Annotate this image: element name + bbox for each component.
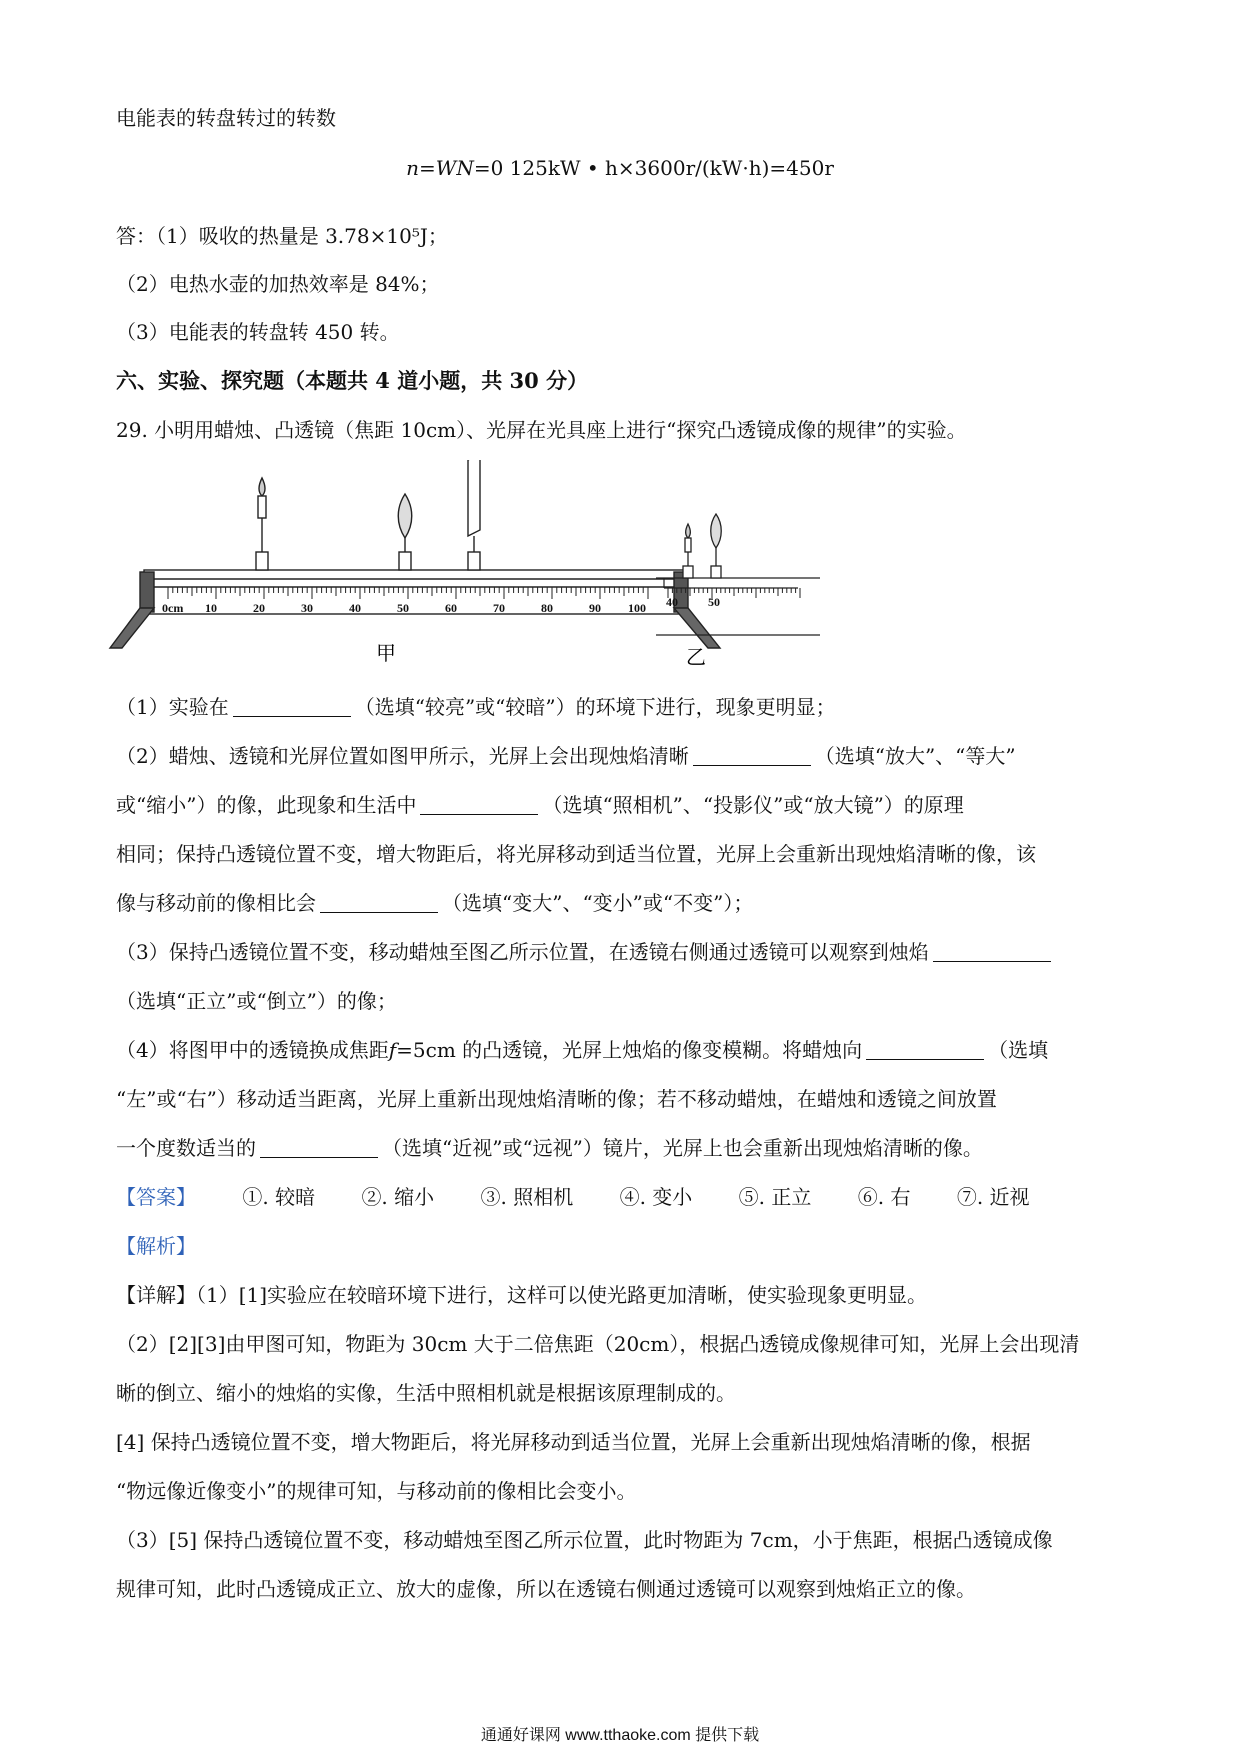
tick-label: 40 [349, 601, 361, 615]
analysis-line: （2）[2][3]由甲图可知，物距为 30cm 大于二倍焦距（20cm），根据凸透镜成像规律可知，光屏上会出现清 [116, 1332, 1080, 1356]
screen-a [468, 460, 480, 570]
answer-label: 【答案】 [116, 1185, 196, 1209]
tick-label: 10 [205, 601, 217, 615]
tick-label: 0cm [162, 601, 184, 615]
answer-blank[interactable] [233, 696, 351, 717]
text: 像与移动前的像相比会 [116, 891, 316, 915]
formula-eq: = [419, 156, 436, 180]
lens-a [398, 494, 412, 570]
answer-item: ⑤. 正立 [738, 1185, 812, 1209]
answer-item: ④. 变小 [619, 1185, 693, 1209]
analysis-line: 【详解】（1）[1]实验应在较暗环境下进行，这样可以使光路更加清晰，使实验现象更明显。 [116, 1283, 928, 1307]
answer-blank[interactable] [933, 941, 1051, 962]
analysis-line: （3）[5] 保持凸透镜位置不变，移动蜡烛至图乙所示位置，此时物距为 7cm，小于焦距，根据凸透镜成像 [116, 1528, 1053, 1552]
optical-bench-figure [108, 460, 838, 680]
analysis-line: 规律可知，此时凸透镜成正立、放大的虚像，所以在透镜右侧通过透镜可以观察到烛焰正立的像。 [116, 1577, 976, 1601]
analysis-label: 【解析】 [116, 1234, 196, 1258]
analysis-line: [4] 保持凸透镜位置不变，增大物距后，将光屏移动到适当位置，光屏上会重新出现烛焰清晰的像，根据 [116, 1430, 1031, 1454]
formula-n: n [406, 156, 419, 180]
answer-row [116, 1183, 1030, 1211]
text: （选填“照相机”、“投影仪”或“放大镜”）的原理 [542, 793, 964, 817]
tick-label: 80 [541, 601, 553, 615]
answer-blank[interactable] [693, 745, 811, 766]
q-part-3a [116, 938, 1055, 966]
q-part-4b: “左”或“右”）移动适当距离，光屏上重新出现烛焰清晰的像；若不移动蜡烛，在蜡烛和透镜之间放置 [116, 1087, 997, 1111]
candle-b [683, 524, 693, 578]
tick-label: 30 [301, 601, 313, 615]
answer-item: ⑥. 右 [857, 1185, 911, 1209]
text: （选填“变大”、“变小”或“不变”）； [442, 891, 754, 915]
text: （选填“较亮”或“较暗”）的环境下进行，现象更明显； [354, 695, 836, 719]
q-part-4a [116, 1036, 1048, 1064]
text: （3）保持凸透镜位置不变，移动蜡烛至图乙所示位置，在透镜右侧通过透镜可以观察到烛焰 [116, 940, 929, 964]
tick-label: 70 [493, 601, 505, 615]
answer-item: ③. 照相机 [480, 1185, 574, 1209]
formula-line [0, 154, 1240, 182]
tick-label: 60 [445, 601, 457, 615]
text: （选填“近视”或“远视”）镜片，光屏上也会重新出现烛焰清晰的像。 [382, 1136, 983, 1160]
answer-blank[interactable] [866, 1039, 984, 1060]
lens-b [711, 514, 722, 578]
q-part-2d [116, 889, 753, 917]
analysis-line: 晰的倒立、缩小的烛焰的实像，生活中照相机就是根据该原理制成的。 [116, 1381, 736, 1405]
tick-label: 50 [397, 601, 409, 615]
tick-label: 20 [253, 601, 265, 615]
text: =5cm 的凸透镜，光屏上烛焰的像变模糊。将蜡烛向 [396, 1038, 863, 1062]
q-part-2b [116, 791, 964, 819]
text: （选填“放大”、“等大” [814, 744, 1016, 768]
answer-item: ①. 较暗 [242, 1185, 316, 1209]
text: 一个度数适当的 [116, 1136, 256, 1160]
answer-line-3: （3）电能表的转盘转 450 转。 [116, 320, 400, 344]
answer-blank[interactable] [420, 794, 538, 815]
q-part-1 [116, 693, 836, 721]
text: （1）实验在 [116, 695, 229, 719]
text: （选填 [988, 1038, 1049, 1062]
candle-a [256, 478, 268, 570]
analysis-line: “物远像近像变小”的规律可知，与移动前的像相比会变小。 [116, 1479, 637, 1503]
question-stem: 29. 小明用蜡烛、凸透镜（焦距 10cm）、光屏在光具座上进行“探究凸透镜成像的规律”的实验。 [116, 418, 967, 442]
answer-item: ②. 缩小 [361, 1185, 435, 1209]
tick-label: 40 [666, 595, 678, 609]
formula-rest: =0 125kW • h×3600r/(kW·h)=450r [473, 156, 834, 180]
answer-blank[interactable] [260, 1137, 378, 1158]
tick-label: 100 [628, 601, 646, 615]
page-footer: 通通好课网 www.tthaoke.com 提供下载 [480, 1727, 760, 1744]
text: 或“缩小”）的像，此现象和生活中 [116, 793, 417, 817]
figure-label-b: 乙 [686, 645, 706, 669]
text: （2）蜡烛、透镜和光屏位置如图甲所示，光屏上会出现烛焰清晰 [116, 744, 689, 768]
f-symbol: f [388, 1038, 397, 1062]
q-part-4c [116, 1134, 983, 1162]
q-part-2a [116, 742, 1016, 770]
answer-line-2: （2）电热水壶的加热效率是 84%； [116, 272, 440, 296]
text: （4）将图甲中的透镜换成焦距 [116, 1038, 389, 1062]
figure-label-a: 甲 [376, 641, 396, 665]
text-line: 电能表的转盘转过的转数 [116, 106, 336, 130]
q-part-3b: （选填“正立”或“倒立”）的像； [116, 989, 397, 1013]
q-part-2c: 相同；保持凸透镜位置不变，增大物距后，将光屏移动到适当位置，光屏上会重新出现烛焰清晰的像，该 [116, 842, 1036, 866]
section-heading: 六、实验、探究题（本题共 4 道小题，共 30 分） [116, 368, 589, 393]
tick-label: 90 [589, 601, 601, 615]
formula-wn: WN [435, 156, 474, 180]
tick-label: 50 [708, 595, 720, 609]
answer-blank[interactable] [320, 892, 438, 913]
answer-item: ⑦. 近视 [956, 1185, 1030, 1209]
answer-line-1: 答：（1）吸收的热量是 3.78×10⁵J； [116, 224, 448, 248]
